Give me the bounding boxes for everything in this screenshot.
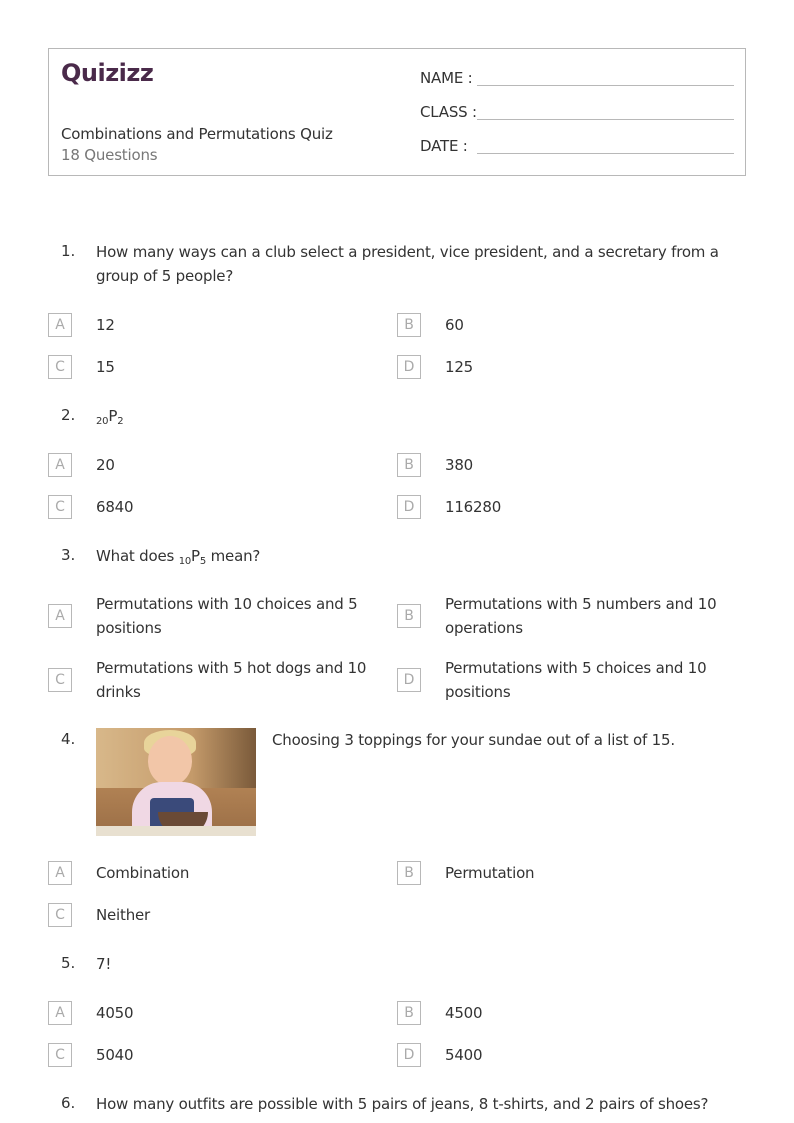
quizizz-logo: Quizizz (61, 59, 154, 87)
class-line[interactable] (477, 104, 734, 120)
date-line[interactable] (477, 138, 734, 154)
date-field (420, 137, 734, 155)
option-letter: D (397, 1043, 421, 1067)
option-letter: C (48, 1043, 72, 1067)
option-text: 125 (445, 358, 474, 376)
option-text: 15 (96, 358, 115, 376)
option-text: 60 (445, 316, 464, 334)
option-text: Permutation (445, 864, 535, 882)
class-label: CLASS : (420, 103, 477, 121)
question-text: Choosing 3 toppings for your sundae out of a list of 15. (272, 731, 675, 749)
option-text: Neither (96, 906, 151, 924)
date-label: DATE : (420, 137, 468, 155)
question-text: How many outfits are possible with 5 pairs of jeans, 8 t-shirts, and 2 pairs of shoes? (96, 1095, 709, 1113)
question-number: 1. (61, 242, 76, 260)
permutation-symbol: P (191, 547, 200, 565)
option-letter: B (397, 861, 421, 885)
option-text: Permutations with 5 numbers and 10 operations (445, 595, 717, 637)
option-letter: C (48, 355, 72, 379)
option-letter: D (397, 495, 421, 519)
question-number: 3. (61, 546, 76, 564)
question-number: 5. (61, 954, 76, 972)
option-text: Combination (96, 864, 190, 882)
question-text: How many ways can a club select a president, vice president, and a secretary from a group of 5 people? (96, 243, 719, 285)
option-letter: D (397, 355, 421, 379)
option-letter: D (397, 668, 421, 692)
option-letter: A (48, 1001, 72, 1025)
option-letter: C (48, 495, 72, 519)
worksheet-header (48, 48, 746, 176)
option-text: 4500 (445, 1004, 483, 1022)
option-text: 20 (96, 456, 115, 474)
option-text: 12 (96, 316, 115, 334)
quiz-title: Combinations and Permutations Quiz (61, 125, 333, 143)
option-text: 4050 (96, 1004, 134, 1022)
option-letter: A (48, 313, 72, 337)
option-text: Permutations with 5 hot dogs and 10 drinks (96, 659, 367, 701)
subscript-left: 20 (96, 416, 109, 427)
question-text-pre: What does (96, 547, 179, 565)
question-text (96, 404, 736, 434)
option-letter: B (397, 1001, 421, 1025)
girl-eating-sundae-photo (96, 728, 256, 836)
question-number: 6. (61, 1094, 76, 1112)
question-text-post: mean? (206, 547, 261, 565)
option-text: 5040 (96, 1046, 134, 1064)
option-text: 5400 (445, 1046, 483, 1064)
question-number: 4. (61, 730, 76, 748)
option-letter: A (48, 604, 72, 628)
name-label: NAME : (420, 69, 473, 87)
subscript-left: 10 (178, 556, 192, 567)
option-letter: A (48, 861, 72, 885)
name-field (420, 69, 734, 87)
option-text: 116280 (445, 498, 502, 516)
option-letter: C (48, 668, 72, 692)
option-letter: C (48, 903, 72, 927)
subscript-right: 2 (117, 416, 124, 427)
option-letter: B (397, 453, 421, 477)
subscript-right: 5 (199, 556, 207, 567)
option-text: 380 (445, 456, 474, 474)
class-field (420, 103, 734, 121)
question-number: 2. (61, 406, 76, 424)
option-text: Permutations with 10 choices and 5 positions (96, 595, 358, 637)
name-line[interactable] (477, 70, 734, 86)
option-letter: B (397, 604, 421, 628)
option-letter: B (397, 313, 421, 337)
question-count: 18 Questions (61, 146, 158, 164)
question-text: 7! (96, 955, 112, 973)
question-text (96, 544, 736, 574)
option-text: Permutations with 5 choices and 10 positions (445, 659, 707, 701)
option-text: 6840 (96, 498, 134, 516)
permutation-symbol: P (108, 407, 118, 425)
option-letter: A (48, 453, 72, 477)
